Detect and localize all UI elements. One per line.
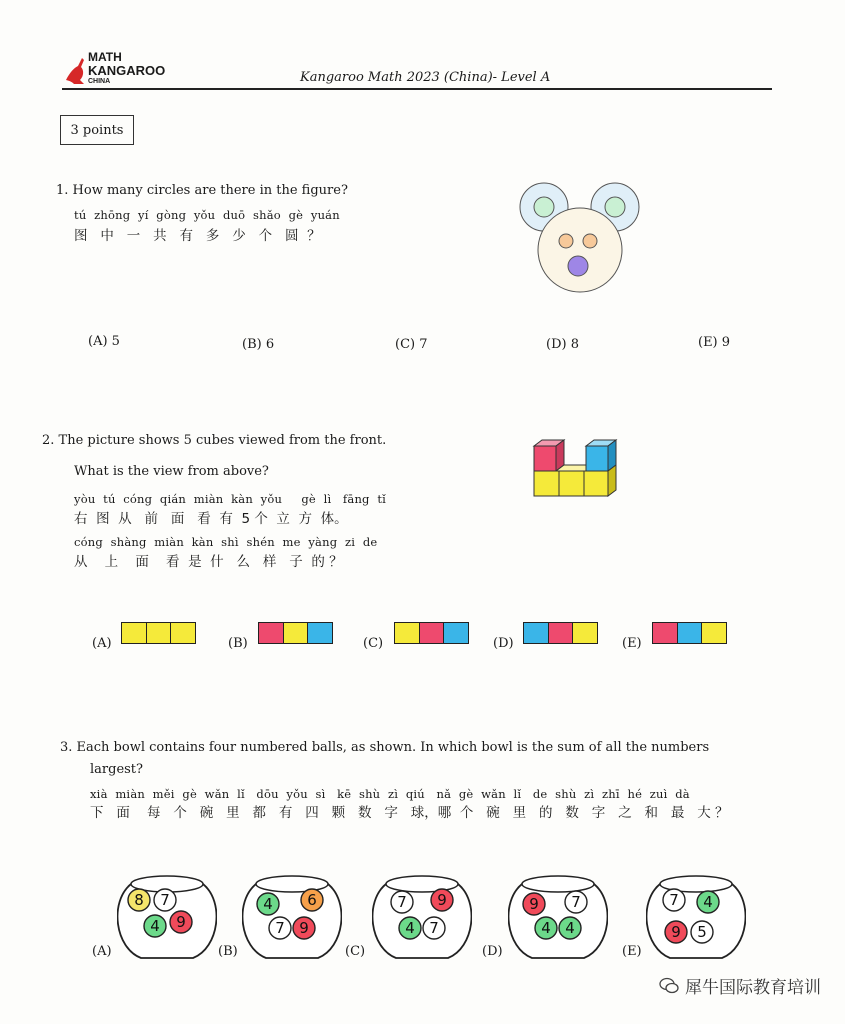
q2-a-cell-3: [171, 623, 195, 643]
right-ear-inner-circle: [605, 197, 625, 217]
q3-ball: [663, 889, 685, 911]
q1-option-c[interactable]: (C) 7: [395, 337, 428, 352]
q3-ball: [128, 889, 150, 911]
q2-e-cell-3: [702, 623, 726, 643]
q3-ball: [257, 893, 279, 915]
svg-text:4: 4: [150, 917, 160, 935]
q2-option-b-label[interactable]: (B): [228, 636, 248, 651]
q2-b-cell-1: [259, 623, 284, 643]
q2-b-cell-2: [284, 623, 309, 643]
q3-text-2: largest?: [90, 762, 144, 777]
q2-c-cell-1: [395, 623, 420, 643]
svg-text:7: 7: [571, 893, 581, 911]
q3-option-a-label[interactable]: (A): [92, 944, 112, 959]
watermark-text: 犀牛国际教育培训: [685, 978, 821, 998]
q1-option-a[interactable]: (A) 5: [88, 334, 120, 349]
q2-b-cell-3: [308, 623, 332, 643]
q3-ball: [535, 917, 557, 939]
q2-a-cell-1: [122, 623, 147, 643]
svg-text:7: 7: [160, 891, 170, 909]
q2-option-a-strip[interactable]: [121, 622, 196, 644]
q2-e-cell-2: [678, 623, 703, 643]
svg-text:4: 4: [263, 895, 273, 913]
svg-text:9: 9: [671, 923, 681, 941]
q2-e-cell-1: [653, 623, 678, 643]
svg-text:4: 4: [565, 919, 575, 937]
logo-line-3: CHINA: [88, 78, 111, 85]
q2-option-b-strip[interactable]: [258, 622, 333, 644]
q3-ball: [559, 917, 581, 939]
svg-text:8: 8: [134, 891, 144, 909]
q3-ball: [154, 889, 176, 911]
q3-ball: [697, 891, 719, 913]
svg-text:4: 4: [541, 919, 551, 937]
q2-option-a-label[interactable]: (A): [92, 636, 112, 651]
q2-a-cell-2: [147, 623, 172, 643]
q2-option-e-strip[interactable]: [652, 622, 727, 644]
q2-text: 2. The picture shows 5 cubes viewed from the front.: [42, 433, 387, 448]
q1-option-d[interactable]: (D) 8: [546, 337, 579, 352]
face-circle: [538, 208, 622, 292]
q3-text: 3. Each bowl contains four numbered balls, as shown. In which bowl is the sum of all the numbers: [60, 740, 710, 755]
logo-line-2: KANGAROO: [88, 63, 166, 78]
q3-ball: [391, 891, 413, 913]
svg-text:7: 7: [397, 893, 407, 911]
q3-ball: [269, 917, 291, 939]
q2-option-d-label[interactable]: (D): [493, 636, 514, 651]
svg-text:7: 7: [669, 891, 679, 909]
q2-cubes-figure: [528, 438, 620, 500]
q1-pinyin: tú zhōng yí gòng yǒu duō shǎo gè yuán: [74, 208, 340, 222]
q2-pinyin-1: yòu tú cóng qián miàn kàn yǒu gè lì fāng tǐ: [74, 492, 387, 506]
q3-ball: [665, 921, 687, 943]
q2-option-e-label[interactable]: (E): [622, 636, 642, 651]
header-divider: [62, 88, 772, 90]
q3-ball: [565, 891, 587, 913]
q3-hanzi: 下 面 每 个 碗 里 都 有 四 颗 数 字 球，哪 个 碗 里 的 数 字 之 和 最 大 ？: [90, 805, 729, 821]
q2-option-d-strip[interactable]: [523, 622, 598, 644]
svg-text:4: 4: [405, 919, 415, 937]
q3-ball: [423, 917, 445, 939]
svg-text:9: 9: [437, 891, 447, 909]
svg-text:9: 9: [529, 895, 539, 913]
q2-hanzi-2: 从 上 面 看 是 什 么 样 子 的 ？: [74, 554, 343, 570]
left-ear-inner-circle: [534, 197, 554, 217]
logo-line-1: MATH: [88, 50, 122, 64]
q3-pinyin: xià miàn měi gè wǎn lǐ dōu yǒu sì kē shù zì qiú nǎ gè wǎn lǐ de shù zì zhī hé zuì dà: [90, 787, 690, 801]
q3-bowl-d[interactable]: [508, 870, 608, 965]
q1-text: 1. How many circles are there in the figure?: [56, 183, 348, 198]
q2-pinyin-2: cóng shàng miàn kàn shì shén me yàng zi de: [74, 535, 378, 549]
svg-text:7: 7: [275, 919, 285, 937]
q3-ball: [523, 893, 545, 915]
q1-hanzi: 图 中 一 共 有 多 少 个 圆 ？: [74, 228, 321, 244]
math-kangaroo-logo: [62, 50, 172, 88]
mouth-circle: [568, 256, 588, 276]
q3-bowl-b[interactable]: [242, 870, 342, 965]
q3-ball: [170, 911, 192, 933]
q3-option-b-label[interactable]: (B): [218, 944, 238, 959]
q2-option-c-label[interactable]: (C): [363, 636, 384, 651]
q2-d-cell-1: [524, 623, 549, 643]
q1-option-b[interactable]: (B) 6: [242, 337, 275, 352]
page-title: Kangaroo Math 2023 (China)- Level A: [300, 70, 551, 85]
q2-option-c-strip[interactable]: [394, 622, 469, 644]
right-eye-circle: [583, 234, 597, 248]
q2-hanzi-1: 右 图 从 前 面 看 有 5 个 立 方 体。: [74, 511, 348, 527]
q2-c-cell-3: [444, 623, 468, 643]
q3-ball: [301, 889, 323, 911]
svg-text:6: 6: [307, 891, 317, 909]
q1-option-e[interactable]: (E) 9: [698, 335, 731, 350]
left-eye-circle: [559, 234, 573, 248]
points-label: 3 points: [60, 115, 134, 145]
svg-text:9: 9: [176, 913, 186, 931]
svg-text:4: 4: [703, 893, 713, 911]
q3-ball: [144, 915, 166, 937]
wechat-icon: [659, 977, 679, 995]
q3-option-e-label[interactable]: (E): [622, 944, 642, 959]
q3-bowl-c[interactable]: [372, 870, 472, 965]
svg-text:7: 7: [429, 919, 439, 937]
svg-text:9: 9: [299, 919, 309, 937]
q3-ball: [399, 917, 421, 939]
q3-ball: [691, 921, 713, 943]
q3-option-c-label[interactable]: (C): [345, 944, 366, 959]
q2-d-cell-3: [573, 623, 597, 643]
q2-c-cell-2: [420, 623, 445, 643]
q2-text-2: What is the view from above?: [74, 464, 269, 479]
q3-bowl-e[interactable]: [646, 870, 746, 965]
q3-bowl-a[interactable]: [117, 870, 217, 965]
watermark: [659, 973, 821, 998]
kangaroo-icon: [62, 50, 88, 88]
q1-circles-figure: [510, 180, 645, 295]
q2-d-cell-2: [549, 623, 574, 643]
svg-text:5: 5: [697, 923, 707, 941]
q3-ball: [431, 889, 453, 911]
q3-option-d-label[interactable]: (D): [482, 944, 503, 959]
q3-ball: [293, 917, 315, 939]
